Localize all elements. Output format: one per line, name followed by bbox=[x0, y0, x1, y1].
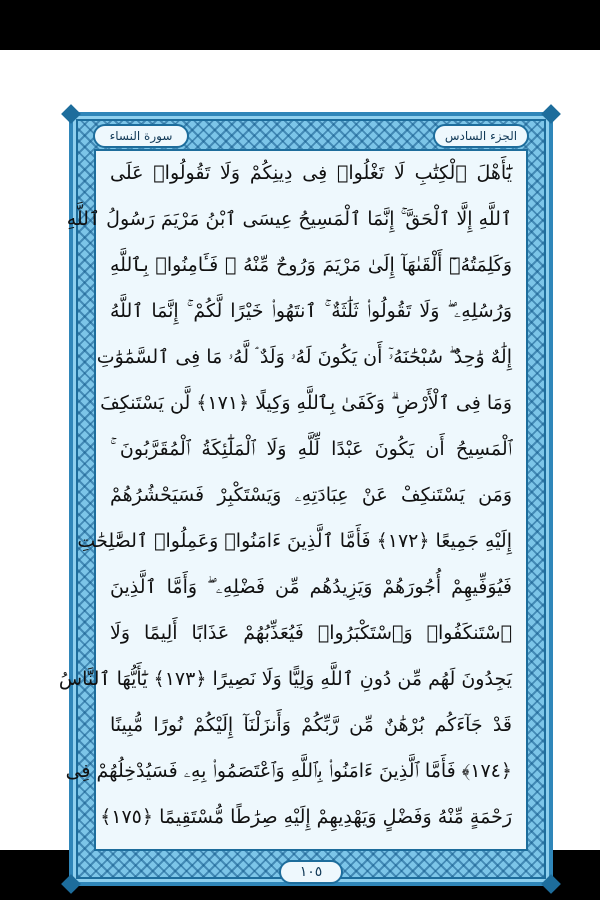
text-line: يَٰٓأَهْلَ ٱلْكِتَٰبِ لَا تَغْلُوا۟ فِى دِينِكُمْ وَلَا تَقُولُوا۟ عَلَى bbox=[110, 162, 512, 184]
juz-label: الجزء السادس bbox=[433, 124, 529, 148]
text-line: فَيُوَفِّيهِمْ أُجُورَهُمْ وَيَزِيدُهُم مِّن فَضْلِهِۦ ۖ وَأَمَّا ٱلَّذِينَ bbox=[110, 576, 512, 598]
text-line: ٱلْمَسِيحُ أَن يَكُونَ عَبْدًا لِّلَّهِ وَلَا ٱلْمَلَٰٓئِكَةُ ٱلْمُقَرَّبُونَ ۚ bbox=[110, 438, 512, 460]
text-line: وَرُسُلِهِۦ ۖ وَلَا تَقُولُوا۟ ثَلَٰثَةٌ ۚ ٱنتَهُوا۟ خَيْرًا لَّكُمْ ۚ إِنَّمَا ٱللَّهُ bbox=[110, 300, 512, 322]
text-line: ٱسْتَنكَفُوا۟ وَٱسْتَكْبَرُوا۟ فَيُعَذِّبُهُمْ عَذَابًا أَلِيمًا وَلَا bbox=[110, 622, 512, 644]
text-line: إِلَيْهِ جَمِيعًا ﴿١٧٢﴾ فَأَمَّا ٱلَّذِينَ ءَامَنُوا۟ وَعَمِلُوا۟ ٱلصَّٰلِحَٰتِ bbox=[77, 530, 512, 552]
mushaf-page bbox=[0, 50, 600, 880]
text-line: ٱللَّهِ إِلَّا ٱلْحَقَّ ۚ إِنَّمَا ٱلْمَسِيحُ عِيسَى ٱبْنُ مَرْيَمَ رَسُولُ ٱللَّهِ bbox=[66, 208, 512, 230]
text-line: إِلَٰهٌ وَٰحِدٌ ۖ سُبْحَٰنَهُۥٓ أَن يَكُونَ لَهُۥ وَلَدٌ ۘ لَّهُۥ مَا فِى ٱلسَّمَٰوَٰتِ bbox=[96, 346, 512, 368]
surah-name-label: سورة النساء bbox=[93, 124, 189, 148]
text-line: ﴿١٧٤﴾ فَأَمَّا ٱلَّذِينَ ءَامَنُوا۟ بِٱللَّهِ وَٱعْتَصَمُوا۟ بِهِۦ فَسَيُدْخِلُهُمْ فِى bbox=[65, 760, 512, 782]
verse-text-area bbox=[58, 149, 528, 851]
text-line: وَمَن يَسْتَنكِفْ عَنْ عِبَادَتِهِۦ وَيَسْتَكْبِرْ فَسَيَحْشُرُهُمْ bbox=[110, 484, 512, 506]
text-line: رَحْمَةٍ مِّنْهُ وَفَضْلٍ وَيَهْدِيهِمْ إِلَيْهِ صِرَٰطًا مُّسْتَقِيمًا ﴿١٧٥﴾ bbox=[100, 806, 512, 828]
page-frame bbox=[58, 112, 553, 886]
page-number: ١٠٥ bbox=[279, 860, 343, 884]
text-line: وَكَلِمَتُهُۥٓ أَلْقَىٰهَآ إِلَىٰ مَرْيَمَ وَرُوحٌ مِّنْهُ ۖ فَـَٔامِنُوا۟ بِٱللَّهِ bbox=[110, 254, 512, 276]
text-line: قَدْ جَآءَكُم بُرْهَٰنٌ مِّن رَّبِّكُمْ وَأَنزَلْنَآ إِلَيْكُمْ نُورًا مُّبِينًا bbox=[110, 714, 512, 736]
text-line: يَجِدُونَ لَهُم مِّن دُونِ ٱللَّهِ وَلِيًّا وَلَا نَصِيرًا ﴿١٧٣﴾ يَٰٓأَيُّهَا ٱلنَّاسُ bbox=[58, 668, 512, 690]
text-line: وَمَا فِى ٱلْأَرْضِ ۗ وَكَفَىٰ بِٱللَّهِ وَكِيلًا ﴿١٧١﴾ لَّن يَسْتَنكِفَ bbox=[100, 392, 512, 414]
